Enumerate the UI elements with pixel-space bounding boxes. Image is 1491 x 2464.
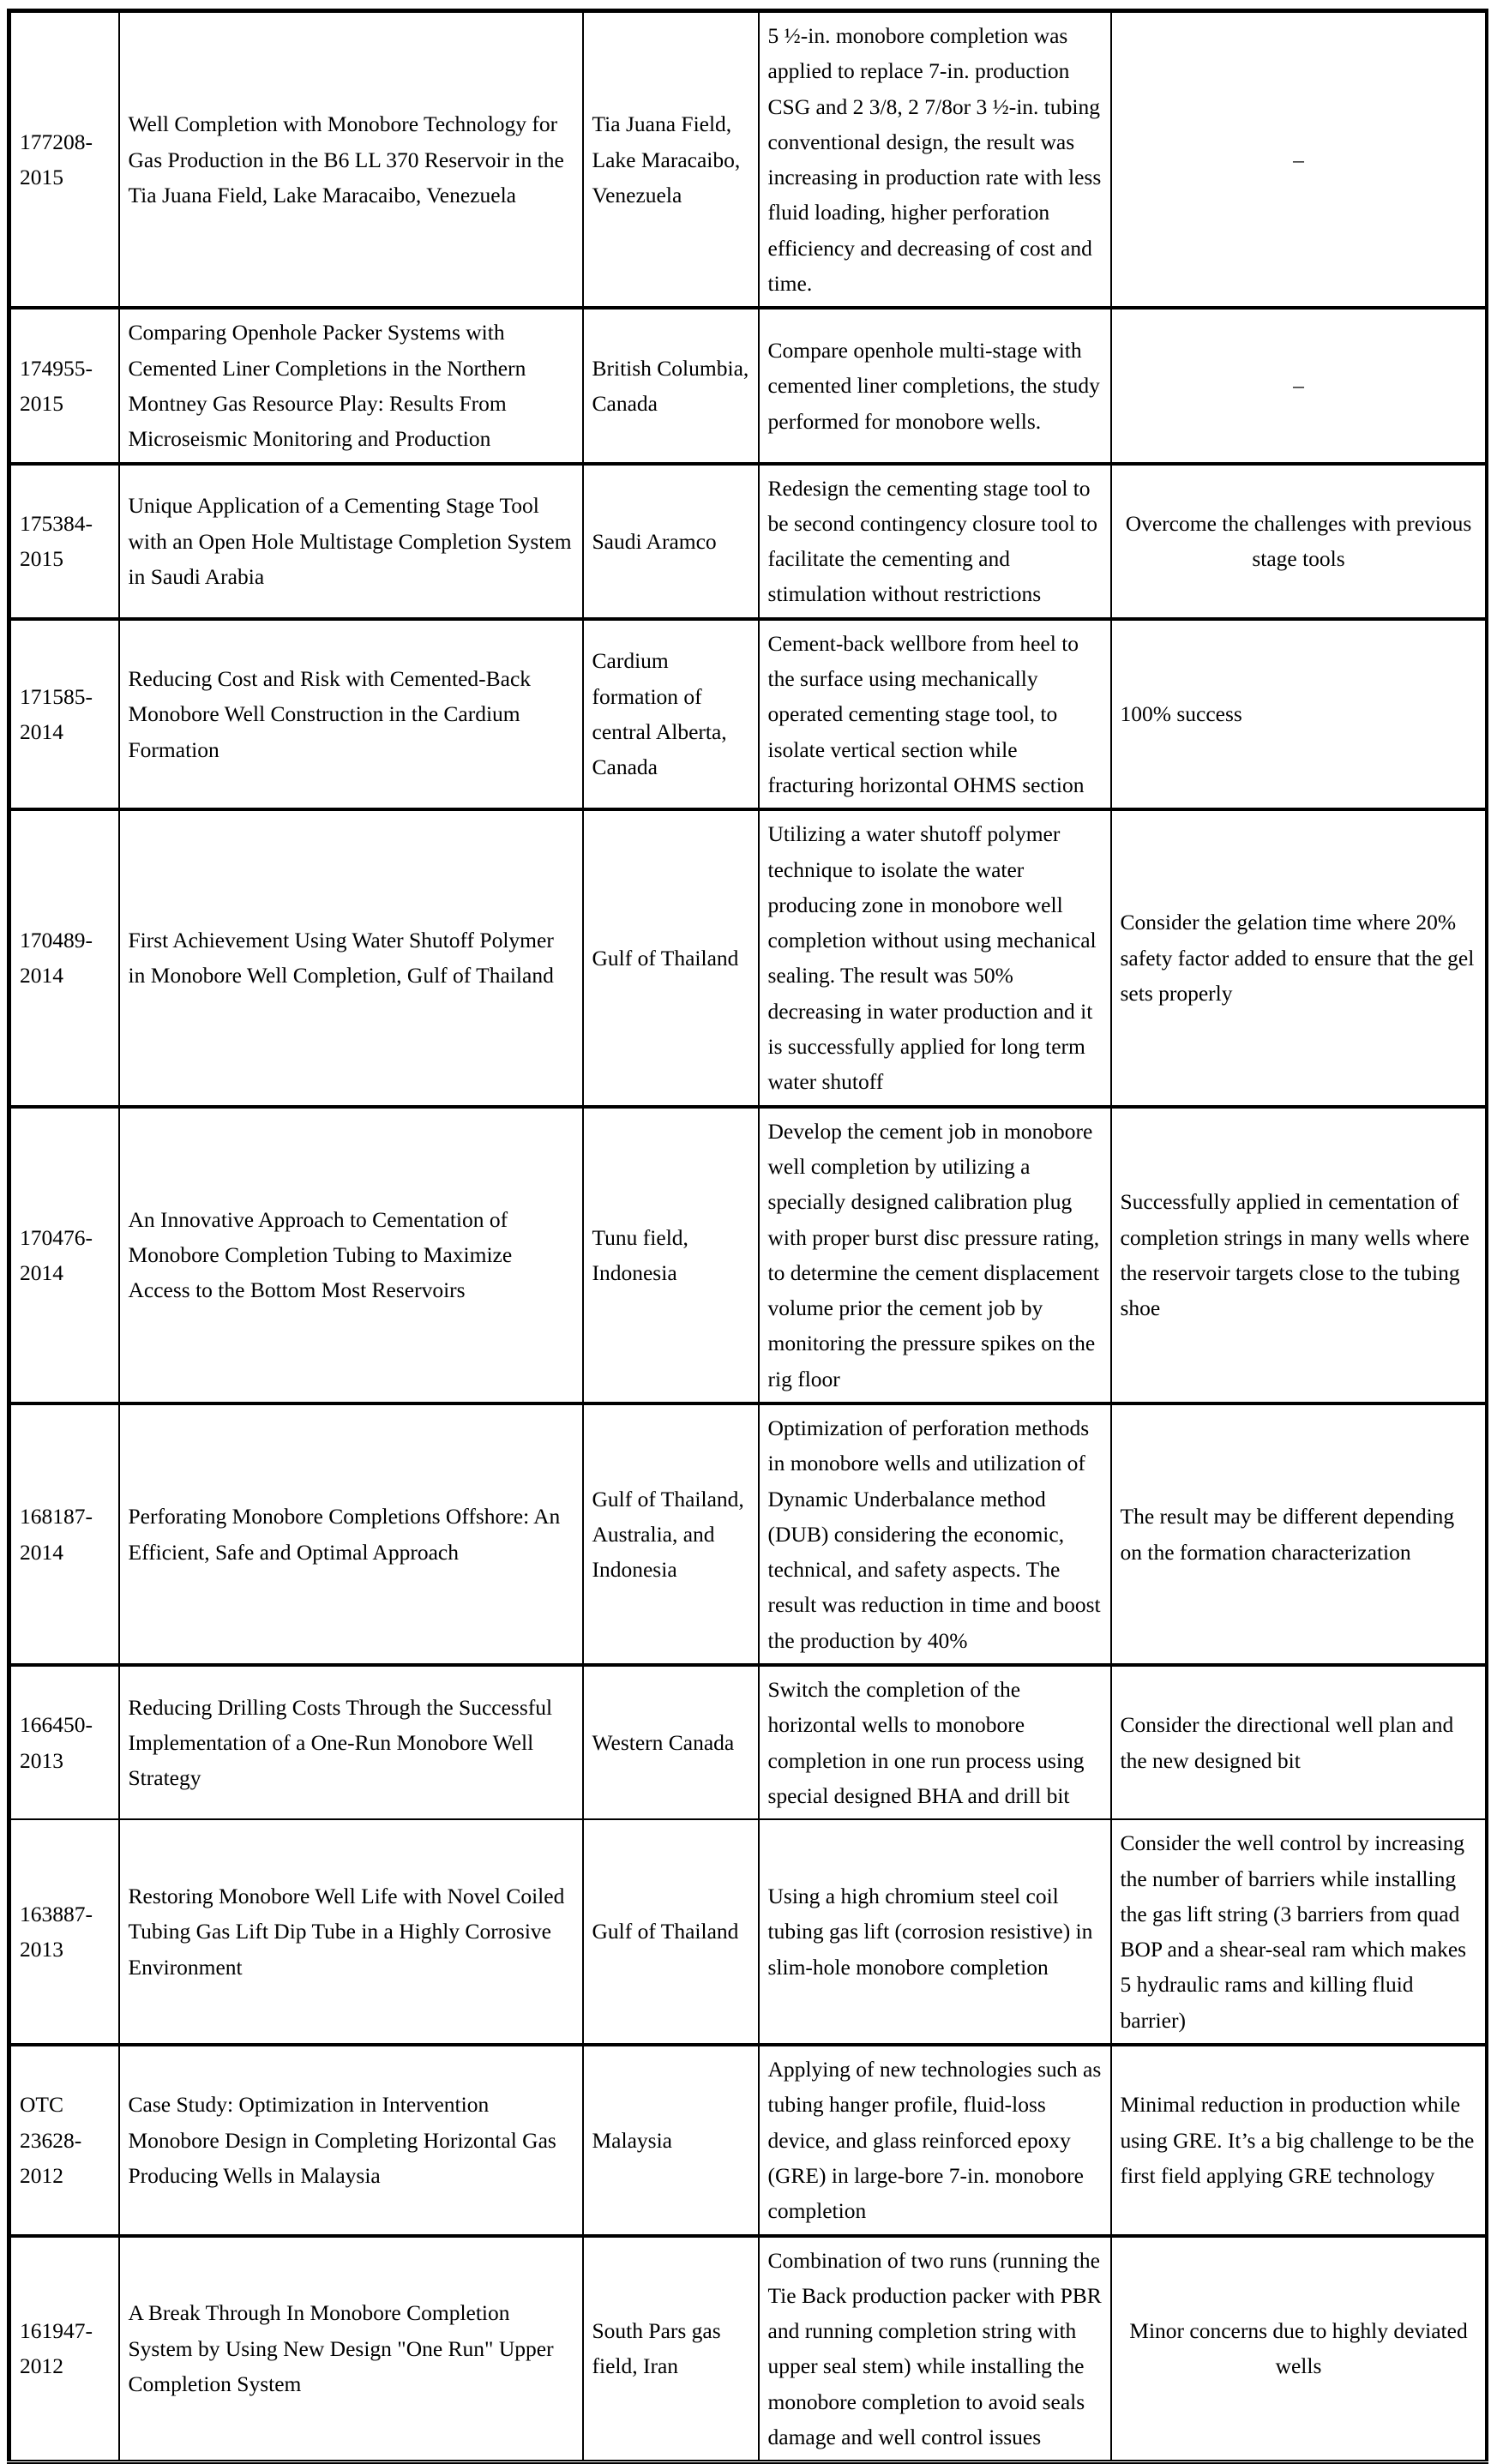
cell-reference: 163887-2013 — [9, 1819, 119, 2045]
cell-location: British Columbia, Canada — [583, 308, 759, 463]
cell-reference: 175384-2015 — [9, 464, 119, 619]
cell-title: An Innovative Approach to Cementation of Monobore Completion Tubing to Maximize Access to the Bottom Most Reservoirs — [119, 1107, 583, 1403]
cell-remark: Consider the directional well plan and the new designed bit — [1111, 1665, 1487, 1819]
cell-summary: Applying of new technologies such as tubing hanger profile, fluid-loss device, and glass reinforced epoxy (GRE) in large-bore 7-in. monobore completion — [759, 2045, 1111, 2235]
table-row — [9, 809, 1487, 1106]
cell-summary: Cement-back wellbore from heel to the surface using mechanically operated cementing stage tool, to isolate vertical section while fracturing horizontal OHMS section — [759, 619, 1111, 809]
cell-summary: Using a high chromium steel coil tubing gas lift (corrosion resistive) in slim-hole monobore completion — [759, 1819, 1111, 2045]
cell-remark: Minor concerns due to highly deviated wells — [1111, 2236, 1487, 2462]
literature-review-table — [7, 9, 1488, 2464]
cell-title: A Break Through In Monobore Completion System by Using New Design "One Run" Upper Completion System — [119, 2236, 583, 2462]
table-row — [9, 464, 1487, 619]
cell-remark: The result may be different depending on the formation characterization — [1111, 1403, 1487, 1665]
table-row — [9, 619, 1487, 809]
table-row — [9, 11, 1487, 309]
cell-location: Malaysia — [583, 2045, 759, 2235]
table-row — [9, 1665, 1487, 1819]
cell-title: Unique Application of a Cementing Stage Tool with an Open Hole Multistage Completion System in Saudi Arabia — [119, 464, 583, 619]
cell-title: Case Study: Optimization in Intervention Monobore Design in Completing Horizontal Gas Producing Wells in Malaysia — [119, 2045, 583, 2235]
cell-summary: Optimization of perforation methods in monobore wells and utilization of Dynamic Underbalance method (DUB) considering the economic, technical, and safety aspects. The result was reduction in time and boost the production by 40% — [759, 1403, 1111, 1665]
cell-location: Gulf of Thailand, Australia, and Indonesia — [583, 1403, 759, 1665]
cell-location: Western Canada — [583, 1665, 759, 1819]
cell-summary: Redesign the cementing stage tool to be second contingency closure tool to facilitate the cementing and stimulation without restrictions — [759, 464, 1111, 619]
cell-reference: 161947-2012 — [9, 2236, 119, 2462]
cell-summary: Develop the cement job in monobore well completion by utilizing a specially designed calibration plug with proper burst disc pressure rating, to determine the cement displacement volume prior the cement job by monitoring the pressure spikes on the rig floor — [759, 1107, 1111, 1403]
cell-remark: – — [1111, 11, 1487, 309]
cell-title: First Achievement Using Water Shutoff Polymer in Monobore Well Completion, Gulf of Thailand — [119, 809, 583, 1106]
cell-reference: 171585-2014 — [9, 619, 119, 809]
cell-summary: Compare openhole multi-stage with cemented liner completions, the study performed for monobore wells. — [759, 308, 1111, 463]
table-body — [9, 11, 1487, 2462]
cell-title: Restoring Monobore Well Life with Novel Coiled Tubing Gas Lift Dip Tube in a Highly Corrosive Environment — [119, 1819, 583, 2045]
table-row — [9, 308, 1487, 463]
cell-location: South Pars gas field, Iran — [583, 2236, 759, 2462]
cell-title: Perforating Monobore Completions Offshore: An Efficient, Safe and Optimal Approach — [119, 1403, 583, 1665]
cell-remark: Consider the gelation time where 20% safety factor added to ensure that the gel sets properly — [1111, 809, 1487, 1106]
cell-reference: 170489-2014 — [9, 809, 119, 1106]
cell-title: Reducing Drilling Costs Through the Successful Implementation of a One-Run Monobore Well Strategy — [119, 1665, 583, 1819]
table-row — [9, 1403, 1487, 1665]
cell-remark: Consider the well control by increasing the number of barriers while installing the gas lift string (3 barriers from quad BOP and a shear-seal ram which makes 5 hydraulic rams and killing fluid barrier) — [1111, 1819, 1487, 2045]
cell-summary: Switch the completion of the horizontal wells to monobore completion in one run process using special designed BHA and drill bit — [759, 1665, 1111, 1819]
cell-remark: 100% success — [1111, 619, 1487, 809]
cell-location: Cardium formation of central Alberta, Canada — [583, 619, 759, 809]
cell-location: Saudi Aramco — [583, 464, 759, 619]
cell-reference: 174955-2015 — [9, 308, 119, 463]
cell-summary: 5 ½-in. monobore completion was applied to replace 7-in. production CSG and 2 3/8, 2 7/8or 3 ½-in. tubing conventional design, the result was increasing in production rate with less fluid loading, higher perforation efficiency and decreasing of cost and time. — [759, 11, 1111, 309]
table-row — [9, 1107, 1487, 1403]
cell-reference: 168187-2014 — [9, 1403, 119, 1665]
table-row — [9, 1819, 1487, 2045]
cell-remark: Overcome the challenges with previous stage tools — [1111, 464, 1487, 619]
cell-reference: 170476-2014 — [9, 1107, 119, 1403]
cell-remark: Successfully applied in cementation of completion strings in many wells where the reservoir targets close to the tubing shoe — [1111, 1107, 1487, 1403]
cell-reference: 177208-2015 — [9, 11, 119, 309]
cell-title: Well Completion with Monobore Technology for Gas Production in the B6 LL 370 Reservoir in the Tia Juana Field, Lake Maracaibo, Venezuela — [119, 11, 583, 309]
cell-title: Comparing Openhole Packer Systems with Cemented Liner Completions in the Northern Montney Gas Resource Play: Results From Microseismic Monitoring and Production — [119, 308, 583, 463]
cell-location: Gulf of Thailand — [583, 1819, 759, 2045]
cell-location: Gulf of Thailand — [583, 809, 759, 1106]
cell-remark: Minimal reduction in production while using GRE. It’s a big challenge to be the first field applying GRE technology — [1111, 2045, 1487, 2235]
table-row — [9, 2045, 1487, 2235]
cell-location: Tia Juana Field, Lake Maracaibo, Venezuela — [583, 11, 759, 309]
cell-remark: – — [1111, 308, 1487, 463]
table-row — [9, 2236, 1487, 2462]
cell-reference: OTC 23628-2012 — [9, 2045, 119, 2235]
cell-summary: Utilizing a water shutoff polymer technique to isolate the water producing zone in monobore well completion without using mechanical sealing. The result was 50% decreasing in water production and it is successfully applied for long term water shutoff — [759, 809, 1111, 1106]
cell-location: Tunu field, Indonesia — [583, 1107, 759, 1403]
cell-title: Reducing Cost and Risk with Cemented-Back Monobore Well Construction in the Cardium Formation — [119, 619, 583, 809]
cell-summary: Combination of two runs (running the Tie Back production packer with PBR and running completion string with upper seal stem) while installing the monobore completion to avoid seals damage and well control issues — [759, 2236, 1111, 2462]
cell-reference: 166450-2013 — [9, 1665, 119, 1819]
